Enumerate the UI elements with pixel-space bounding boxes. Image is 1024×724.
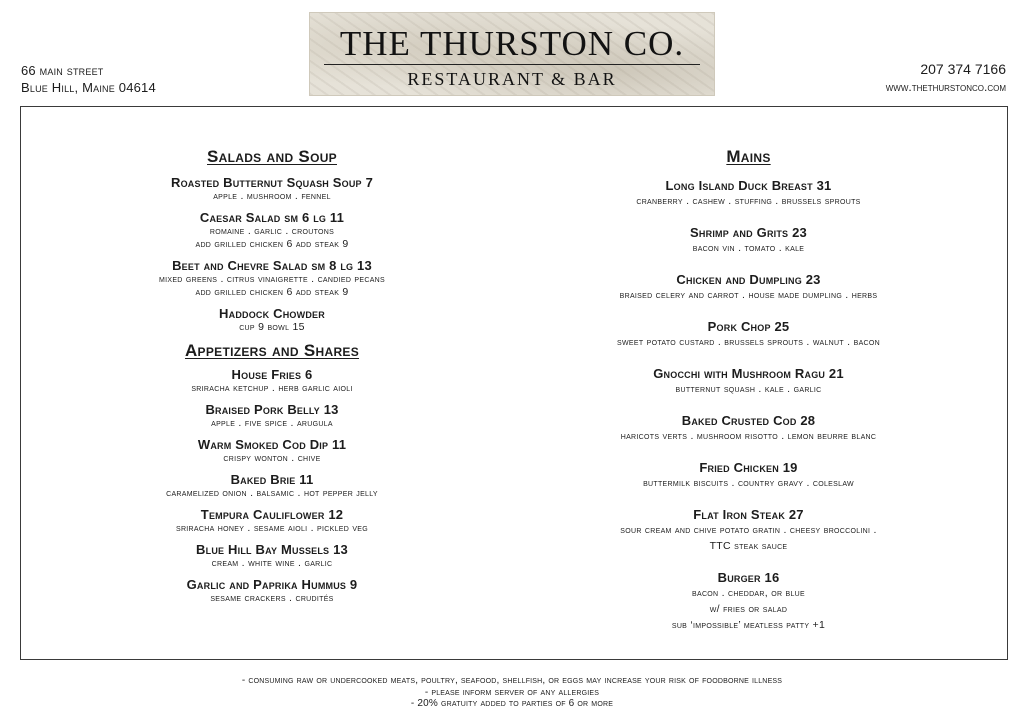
menu-item-name: Burger 16 (717, 570, 780, 585)
section-title-salads: Salads and Soup (207, 147, 337, 166)
menu-item-name: Roasted Butternut Squash Soup 7 (171, 175, 373, 190)
menu-frame (20, 106, 1008, 660)
menu-item-description: bacon . cheddar, or blue (692, 587, 805, 599)
menu-item-name: Baked Brie 11 (230, 472, 314, 487)
section-title-mains: Mains (726, 147, 771, 166)
menu-item-description: sour cream and chive potato gratin . cheesy broccolini . (620, 524, 877, 536)
menu-item (546, 460, 951, 491)
menu-item (117, 507, 427, 535)
salads-list (117, 175, 427, 334)
menu-item-name: Tempura Cauliflower 12 (200, 507, 344, 522)
menu-item-description: haricots verts . mushroom risotto . lemon beurre blanc (620, 430, 877, 442)
menu-item-name: Chicken and Dumpling 23 (676, 272, 821, 287)
menu-item-description: cream . white wine . garlic (211, 557, 333, 569)
menu-item (546, 319, 951, 350)
menu-item-description: w/ fries or salad (709, 603, 788, 615)
menu-item-description: sesame crackers . crudités (210, 592, 334, 604)
menu-item-description: buttermilk biscuits . country gravy . coleslaw (643, 477, 854, 489)
menu-item-description: TTC steak sauce (709, 540, 788, 552)
menu-item-description: crispy wonton . chive (223, 452, 321, 464)
menu-item (117, 577, 427, 605)
menu-item (117, 306, 427, 334)
menu-item-description: romaine . garlic . croutons (209, 225, 335, 237)
footer-note-gratuity: - 20% gratuity added to parties of 6 or more (410, 698, 614, 709)
menu-item-name: Long Island Duck Breast 31 (665, 178, 832, 193)
menu-item-description: cup 9 bowl 15 (239, 321, 305, 333)
menu-item-name: Fried Chicken 19 (699, 460, 798, 475)
footer-note-allergies: - please inform server of any allergies (424, 686, 600, 698)
menu-item-name: Blue Hill Bay Mussels 13 (196, 542, 348, 557)
right-column (546, 107, 951, 649)
menu-item-description: sriracha honey . sesame aioli . pickled veg (175, 522, 369, 534)
restaurant-address (21, 62, 156, 96)
menu-item (546, 507, 951, 554)
menu-item-description: apple . mushroom . fennel (213, 190, 331, 202)
menu-item-name: Baked Crusted Cod 28 (681, 413, 816, 428)
menu-item (117, 472, 427, 500)
menu-item-name: Garlic and Paprika Hummus 9 (186, 577, 358, 592)
section-title-appetizers: Appetizers and Shares (184, 341, 360, 360)
footer-note-raw-food: - consuming raw or undercooked meats, poultry, seafood, shellfish, or eggs may increase your risk of foodborne illness (241, 675, 783, 686)
menu-item-name: Beet and Chevre Salad sm 8 lg 13 (172, 258, 372, 273)
menu-item-name: Braised Pork Belly 13 (205, 402, 339, 417)
menu-item-name: Caesar Salad sm 6 lg 11 (199, 210, 345, 225)
menu-item (546, 366, 951, 397)
menu-item (117, 210, 427, 251)
menu-item-name: Pork Chop 25 (707, 319, 790, 334)
menu-item-description: caramelized onion . balsamic . hot pepper jelly (166, 487, 378, 499)
menu-item (117, 175, 427, 203)
menu-item (117, 402, 427, 430)
menu-item-description: add grilled chicken 6 add steak 9 (195, 238, 349, 250)
menu-item (117, 258, 427, 299)
menu-item (546, 413, 951, 444)
menu-item-description: apple . five spice . arugula (211, 417, 333, 429)
city-state-zip: Blue Hill, Maine 04614 (21, 80, 156, 95)
contact-info (886, 61, 1006, 97)
menu-item (546, 225, 951, 256)
logo-subtitle: RESTAURANT & BAR (407, 69, 617, 89)
menu-item-name: Shrimp and Grits 23 (690, 225, 807, 240)
menu-item-name: Warm Smoked Cod Dip 11 (197, 437, 347, 452)
left-column (117, 107, 427, 612)
restaurant-logo (309, 12, 715, 96)
menu-item-name: Haddock Chowder (219, 306, 325, 321)
logo-divider (324, 64, 700, 65)
menu-item-name: Gnocchi with Mushroom Ragu 21 (653, 366, 844, 381)
menu-item (117, 437, 427, 465)
menu-item-name: House Fries 6 (231, 367, 313, 382)
appetizers-list (117, 367, 427, 605)
menu-item-description: sub ‘impossible’ meatless patty +1 (671, 619, 826, 631)
menu-item (117, 367, 427, 395)
menu-item (546, 178, 951, 209)
menu-item-description: bacon vin . tomato . kale (692, 242, 805, 254)
menu-item-name: Flat Iron Steak 27 (693, 507, 804, 522)
website-link[interactable]: www.thethurstonco.com (885, 80, 1006, 94)
menu-item (117, 542, 427, 570)
menu-item-description: butternut squash . kale . garlic (675, 383, 822, 395)
menu-item (546, 570, 951, 633)
menu-item-description: braised celery and carrot . house made dumpling . herbs (619, 289, 878, 301)
menu-item-description: mixed greens . citrus vinaigrette . candied pecans (158, 273, 385, 285)
mains-list (546, 178, 951, 633)
logo-name: THE THURSTON CO. (339, 24, 685, 63)
street-address: 66 main street (21, 63, 104, 78)
menu-item-description: add grilled chicken 6 add steak 9 (195, 286, 349, 298)
menu-footer (0, 675, 1024, 710)
phone-number: 207 374 7166 (920, 61, 1006, 77)
menu-item-description: sweet potato custard . brussels sprouts . walnut . bacon (617, 336, 880, 348)
menu-item-description: cranberry . cashew . stuffing . brussels sprouts (636, 195, 861, 207)
menu-item (546, 272, 951, 303)
menu-item-description: sriracha ketchup . herb garlic aioli (191, 382, 353, 394)
